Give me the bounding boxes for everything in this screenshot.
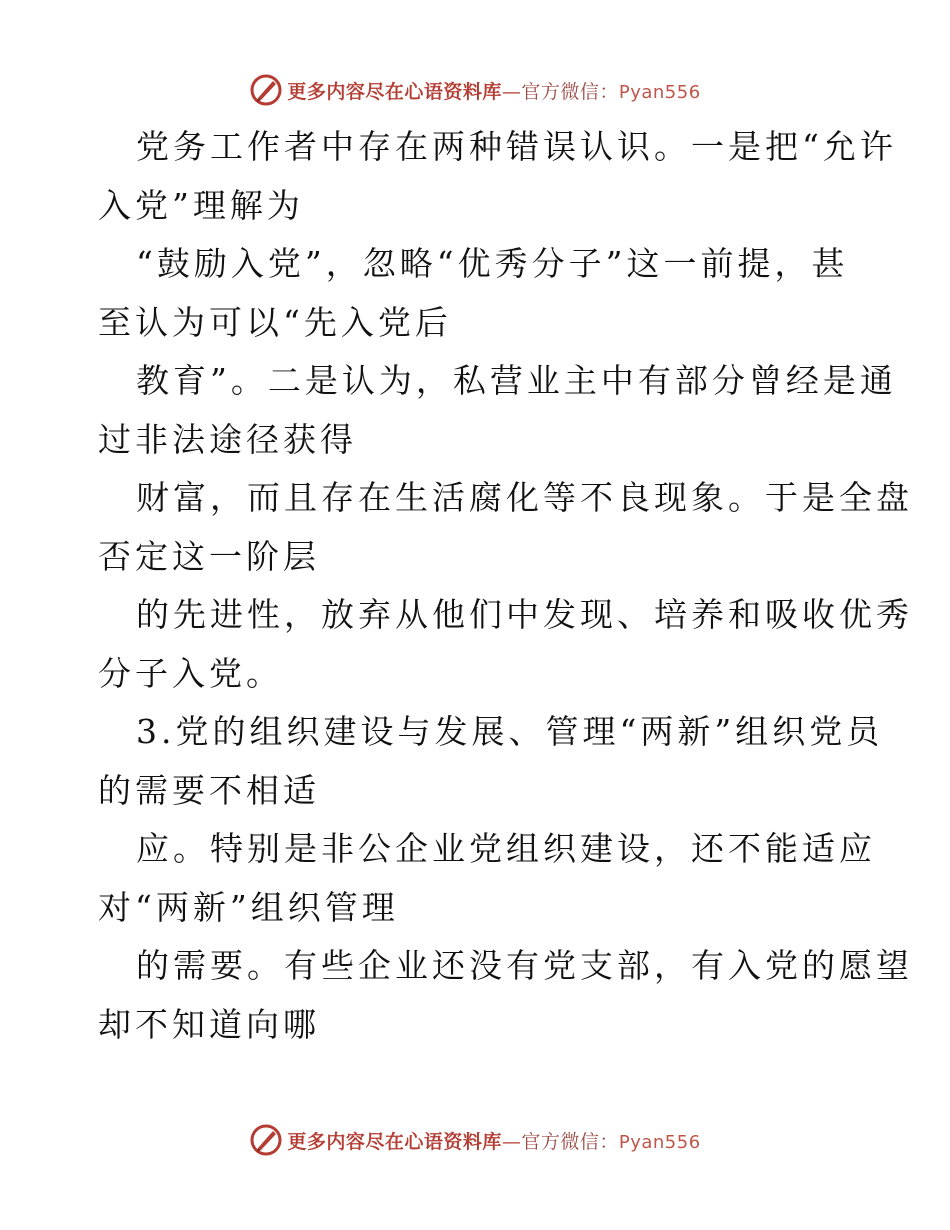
pen-logo-icon: [249, 73, 283, 107]
body-line: 财富，而且存在生活腐化等不良现象。于是全盘: [136, 478, 913, 517]
footer-dash: —: [501, 1130, 522, 1153]
body-line: 否定这一阶层: [98, 536, 320, 576]
body-line: 分子入党。: [98, 653, 283, 693]
body-line: 教育”。二是认为，私营业主中有部分曾经是通: [136, 361, 897, 400]
body-line: 却不知道向哪: [98, 1004, 320, 1044]
document-body: [98, 118, 913, 1054]
body-line: 应。特别是非公企业党组织建设，还不能适应: [136, 829, 876, 868]
footer-wechat-label: 官方微信：: [521, 1130, 619, 1153]
footer-wechat-id: Pyan556: [618, 1131, 701, 1153]
body-line: 对“两新”组织管理: [98, 887, 399, 927]
body-line: 党务工作者中存在两种错误认识。一是把“允许: [136, 127, 897, 166]
body-line: 入党”理解为: [98, 185, 304, 225]
pen-logo-icon: [249, 1123, 283, 1157]
header-wechat-label: 官方微信：: [521, 80, 619, 103]
footer-text: [287, 1127, 700, 1154]
body-line: 的需要不相适: [98, 770, 320, 810]
body-line: 的先进性，放弃从他们中发现、培养和吸收优秀: [136, 595, 913, 634]
header-wechat-id: Pyan556: [618, 81, 701, 103]
header-brand: 更多内容尽在心语资料库: [287, 80, 502, 103]
body-line: 至认为可以“先入党后: [98, 302, 452, 342]
footer-banner: [0, 1120, 950, 1160]
header-text: [287, 77, 700, 104]
footer-brand: 更多内容尽在心语资料库: [287, 1130, 502, 1153]
body-line: “鼓励入党”，忽略“优秀分子”这一前提，甚: [136, 244, 849, 283]
body-line: 的需要。有些企业还没有党支部，有入党的愿望: [136, 946, 913, 985]
header-dash: —: [501, 80, 522, 103]
body-line: 3.党的组织建设与发展、管理“两新”组织党员: [136, 712, 884, 751]
header-banner: [0, 70, 950, 110]
body-line: 过非法途径获得: [98, 419, 357, 459]
